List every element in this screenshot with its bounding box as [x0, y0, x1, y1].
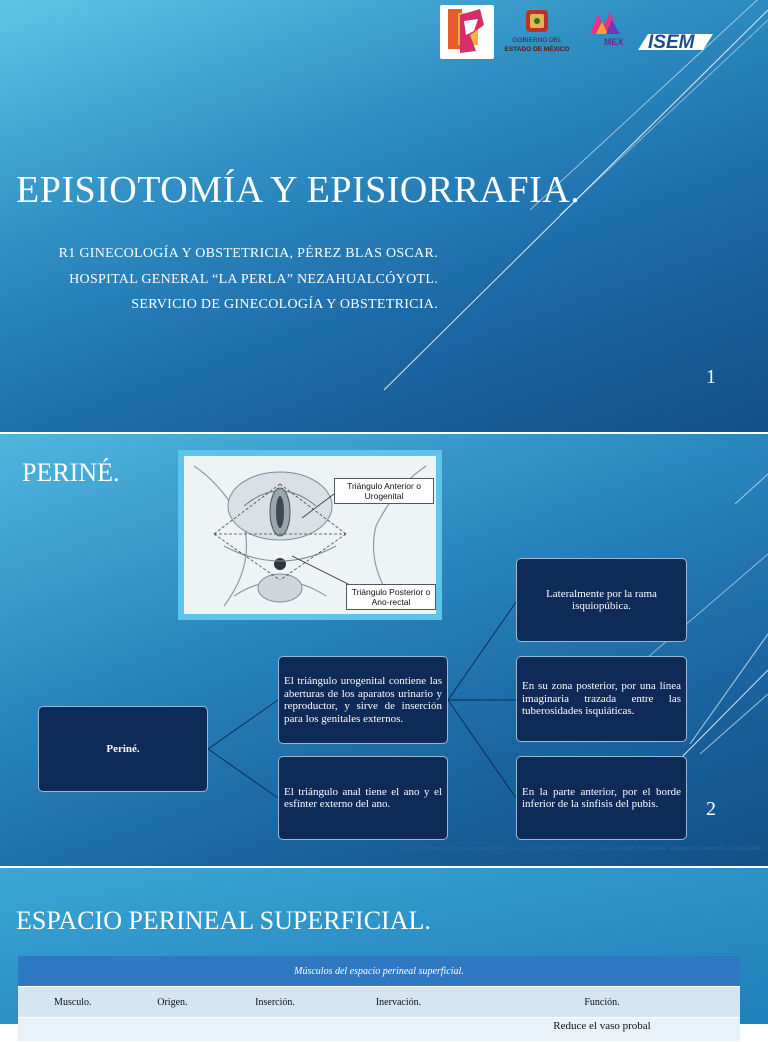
slide-number: 1: [706, 366, 716, 388]
section-title: PERINÉ.: [22, 458, 120, 487]
section-title: ESPACIO PERINEAL SUPERFICIAL.: [16, 906, 431, 935]
presentation-title: EPISIOTOMÍA Y EPISIORRAFIA.: [16, 169, 581, 211]
slide-number: 2: [706, 798, 716, 820]
hospital-logo: [440, 5, 494, 59]
edomex-shield-icon: [526, 10, 548, 32]
edomex-label-1: GOBIERNO DEL: [512, 37, 562, 44]
edomex-colors-icon: [590, 12, 620, 34]
isem-label: ISEM: [648, 32, 695, 53]
column-header: Musculo.: [18, 987, 128, 1018]
edomex-label-2: ESTADO DE MÉXICO: [504, 46, 570, 53]
subtitle-line-2: HOSPITAL GENERAL “LA PERLA” NEZAHUALCÓYOTL.: [69, 272, 438, 287]
decorative-lines: [0, 0, 768, 432]
table-row: [18, 1018, 740, 1042]
government-logos: [498, 4, 768, 60]
urogenital-text: El triángulo urogenital contiene las aberturas de los aparatos urinario y reproductor, y sirve de inserción para los genitales externos.: [284, 675, 442, 725]
lateral-boundary-text: Lateralmente por la rama isquiopúbica.: [546, 587, 657, 612]
mex-label: MEX: [604, 37, 624, 47]
anal-node: [278, 756, 448, 840]
slide-1: [0, 0, 768, 432]
slide-3: [0, 868, 768, 1032]
posterior-boundary-text: En su zona posterior, por una línea imaginaria trazada entre las tuberosidades isquiáticas.: [522, 680, 681, 718]
perine-root-node: [38, 706, 208, 792]
anterior-boundary-text: En la parte anterior, por el borde inferior de la sínfisis del pubis.: [522, 785, 681, 810]
anterior-triangle-label: Triángulo Anterior o Urogenital: [334, 478, 434, 504]
table-cell: Reduce el vaso probal: [464, 1018, 740, 1042]
posterior-triangle-label: Triángulo Posterior o Ano-rectal: [346, 584, 436, 610]
isem-logo: [638, 32, 713, 53]
subtitle-line-3: SERVICIO DE GINECOLOGÍA Y OBSTETRICIA.: [131, 297, 438, 312]
column-header: Función.: [464, 987, 740, 1018]
slide-2: [0, 434, 768, 866]
lateral-boundary-node: [516, 558, 687, 642]
muscles-table: [18, 956, 740, 1042]
anterior-boundary-node: [516, 756, 687, 840]
column-header: Origen.: [128, 987, 218, 1018]
urogenital-node: [278, 656, 448, 744]
column-header: Inervación.: [333, 987, 464, 1018]
perine-root-label: Periné.: [106, 742, 140, 755]
citation: Williams Obstetricia, 23ª ed. Gary Cunningham, F. Gary. 2011. ISBN 978607150727-2 - Texto Ginecología Y Obstetricia - Editorial: MC GRAW HILL CASTELLANO: [401, 846, 762, 852]
anal-text: El triángulo anal tiene el ano y el esfínter externo del ano.: [284, 785, 442, 810]
table-caption: Músculos del espacio perineal superficial.: [18, 956, 740, 987]
posterior-boundary-node: [516, 656, 687, 742]
column-header: Inserción.: [217, 987, 333, 1018]
subtitle-line-1: R1 GINECOLOGÍA Y OBSTETRICIA, PÉREZ BLAS OSCAR.: [58, 246, 438, 261]
